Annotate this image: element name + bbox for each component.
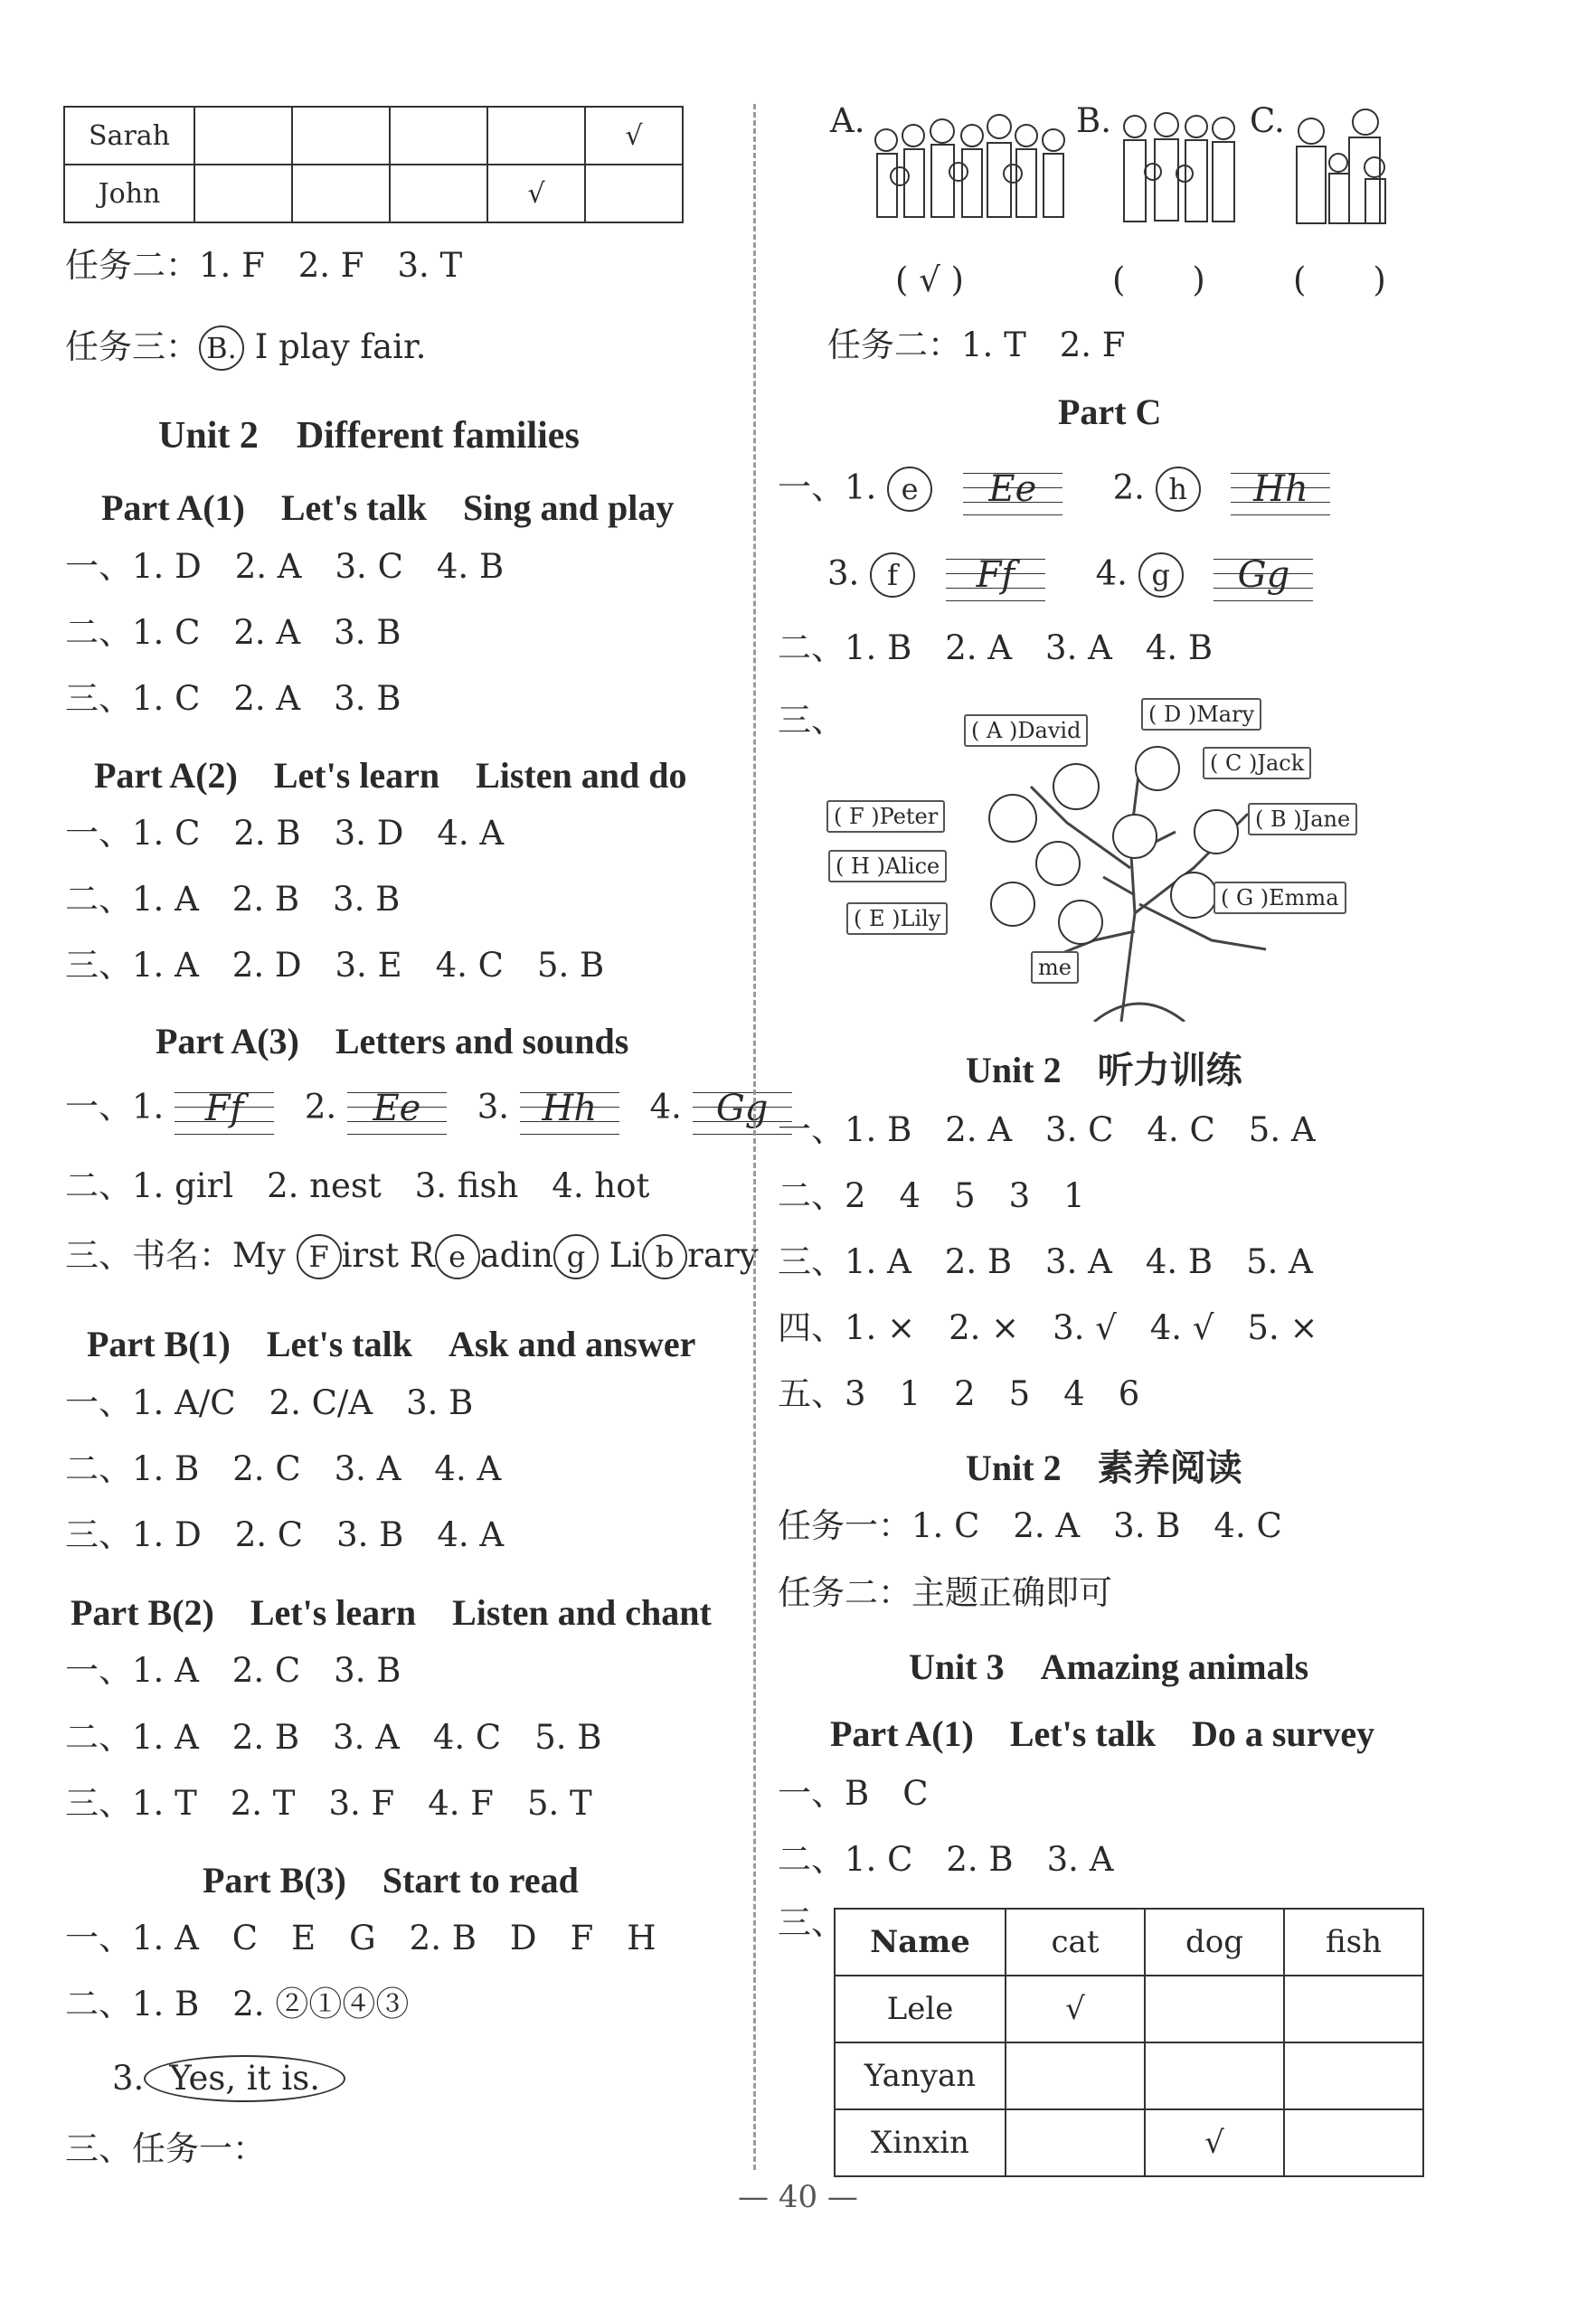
- table-cell: [1284, 2042, 1423, 2109]
- question-number: 2.: [304, 1087, 337, 1127]
- unit-title: Unit 2 Different families: [158, 415, 580, 457]
- question-number: 3.: [827, 553, 860, 593]
- cursive-letters: [1214, 552, 1313, 600]
- table-cell: Lele: [835, 1976, 1006, 2042]
- cursive-letters: [520, 1085, 619, 1134]
- section-title: Part C: [1058, 391, 1162, 432]
- section-title: Unit 2 听力训练: [966, 1050, 1242, 1090]
- answer-line: 三、任务一：: [65, 2129, 266, 2168]
- cursive-letters: [1231, 466, 1330, 514]
- picture-label: B.: [1076, 101, 1111, 140]
- section-title: Unit 2 素养阅读: [966, 1448, 1242, 1488]
- tree-label: ( E )Lily: [846, 902, 948, 935]
- answer-line: 三、: [778, 1903, 845, 1942]
- table-cell: √: [1006, 1976, 1145, 2042]
- question-number: 3.: [477, 1087, 509, 1127]
- tree-label: ( D )Mary: [1141, 698, 1261, 731]
- answer-line: 二、1. B 2. C 3. A 4. A: [65, 1449, 502, 1488]
- question-number: 4.: [1095, 553, 1128, 593]
- tree-label: ( A )David: [964, 714, 1088, 747]
- table-cell: [194, 165, 292, 222]
- section-title: Part A(2) Let's learn Listen and do: [94, 755, 687, 796]
- table-row: [835, 2109, 1423, 2176]
- answer-line: [65, 246, 462, 286]
- picture-label: C.: [1250, 101, 1285, 140]
- picture-answer: ( √ ): [895, 260, 964, 299]
- table-header: Name: [835, 1909, 1006, 1976]
- cursive-letters: [963, 466, 1062, 514]
- question-number: 一、1.: [65, 1087, 165, 1127]
- table-cell: [292, 107, 390, 165]
- cursive-text: Ee: [988, 468, 1037, 510]
- survey-table: [834, 1908, 1424, 2177]
- page-number: — 40 —: [738, 2179, 858, 2215]
- table-cell: [585, 165, 683, 222]
- tree-label: ( B )Jane: [1248, 803, 1357, 835]
- answer-text: adin: [479, 1236, 553, 1275]
- table-header: dog: [1145, 1909, 1284, 1976]
- answer-text: Li: [598, 1236, 643, 1275]
- question-number: 3.: [112, 2059, 145, 2098]
- cursive-text: Ff: [976, 554, 1015, 596]
- cursive-text: Gg: [715, 1088, 769, 1129]
- table-cell: [1145, 2042, 1284, 2109]
- picture-answer: ( ): [1112, 260, 1205, 299]
- cursive-text: Ff: [204, 1088, 244, 1129]
- answer-text: 1. F 2. F 3. T: [199, 246, 463, 285]
- answer-line: 二、1. A 2. B 3. A 4. C 5. B: [65, 1718, 602, 1757]
- cursive-letters: [946, 552, 1045, 600]
- answer-line: [65, 325, 426, 371]
- tree-label: ( G )Emma: [1214, 882, 1346, 914]
- table-header-row: [835, 1909, 1423, 1976]
- cursive-text: Hh: [1253, 468, 1308, 510]
- question-number: 4.: [649, 1087, 682, 1127]
- cursive-text: Gg: [1237, 554, 1290, 596]
- circled-answer: Yes, it is.: [144, 2055, 345, 2102]
- table-cell: [194, 107, 292, 165]
- answer-line: 二、1. B 2. A 3. A 4. B: [778, 628, 1214, 667]
- task-label: 任务二：: [65, 246, 199, 285]
- column-divider: [753, 104, 756, 2170]
- table-header: cat: [1006, 1909, 1145, 1976]
- answer-line: 一、1. A 2. C 3. B: [65, 1651, 401, 1690]
- circled-letter: g: [553, 1234, 599, 1279]
- answer-text: irst R: [341, 1236, 435, 1275]
- circled-letter: e: [887, 467, 932, 512]
- answer-line: 二、1. C 2. B 3. A: [778, 1840, 1114, 1879]
- circled-letter: f: [870, 552, 915, 598]
- circled-letter: g: [1138, 552, 1184, 598]
- table-cell: √: [585, 107, 683, 165]
- table-header: fish: [1284, 1909, 1423, 1976]
- answer-line: 任务二：1. T 2. F: [827, 325, 1126, 364]
- tree-label: ( C )Jack: [1203, 747, 1311, 779]
- answer-line: 任务一：1. C 2. A 3. B 4. C: [778, 1506, 1282, 1545]
- circled-answer: B.: [199, 325, 244, 371]
- table-cell: √: [1145, 2109, 1284, 2176]
- cursive-text: Hh: [542, 1088, 598, 1129]
- table-cell: [292, 165, 390, 222]
- answer-text: I play fair.: [244, 327, 427, 366]
- answer-text: My: [232, 1236, 297, 1275]
- task-label: 任务三：: [65, 327, 199, 366]
- answer-line: [65, 1085, 792, 1134]
- table-cell: [1284, 2109, 1423, 2176]
- survey-table-top: [63, 106, 684, 223]
- answer-line: 一、1. C 2. B 3. D 4. A: [65, 814, 505, 853]
- picture-label: A.: [830, 101, 865, 140]
- answer-label: 三、书名：: [65, 1236, 232, 1275]
- answer-line: 三、1. A 2. D 3. E 4. C 5. B: [65, 946, 605, 985]
- answer-line: 一、1. D 2. A 3. C 4. B: [65, 547, 505, 586]
- table-row: [64, 107, 683, 165]
- answer-text: rary: [687, 1236, 759, 1275]
- answer-line: 三、: [778, 701, 845, 740]
- section-title: Part B(1) Let's talk Ask and answer: [87, 1324, 696, 1364]
- table-row: [64, 165, 683, 222]
- page-number-text: 40: [778, 2179, 818, 2215]
- section-title: Part B(3) Start to read: [203, 1860, 579, 1901]
- cursive-letters: [175, 1085, 274, 1134]
- answer-line: 二、1. A 2. B 3. B: [65, 880, 401, 919]
- table-cell: [1284, 1976, 1423, 2042]
- section-title: Part B(2) Let's learn Listen and chant: [71, 1592, 712, 1633]
- cursive-letters: [347, 1085, 447, 1134]
- answer-line: [65, 1234, 759, 1279]
- answer-line: 三、1. T 2. T 3. F 4. F 5. T: [65, 1784, 592, 1823]
- section-title: Part A(3) Letters and sounds: [156, 1021, 629, 1061]
- section-title: Part A(1) Let's talk Do a survey: [830, 1713, 1375, 1754]
- family-picture-a: [868, 99, 1076, 235]
- table-cell: [1006, 2109, 1145, 2176]
- table-row: [835, 1976, 1423, 2042]
- answer-line: 一、1. A C E G 2. B D F H: [65, 1919, 656, 1957]
- circled-letter: b: [642, 1234, 687, 1279]
- table-cell: [390, 107, 487, 165]
- picture-answer: ( ): [1293, 260, 1386, 299]
- tree-label: ( F )Peter: [826, 800, 945, 833]
- answer-line: 二、2 4 5 3 1: [778, 1176, 1085, 1215]
- table-cell: Yanyan: [835, 2042, 1006, 2109]
- answer-line: [778, 466, 1330, 514]
- answer-line: 一、B C: [778, 1774, 929, 1813]
- table-row: [835, 2042, 1423, 2109]
- answer-line: 二、1. C 2. A 3. B: [65, 613, 401, 652]
- table-cell: [1006, 2042, 1145, 2109]
- answer-line: 任务二：主题正确即可: [778, 1573, 1112, 1612]
- answer-line: 三、1. C 2. A 3. B: [65, 679, 401, 718]
- answer-line: 二、1. girl 2. nest 3. fish 4. hot: [65, 1166, 650, 1205]
- table-cell: John: [64, 165, 194, 222]
- circled-letter: h: [1156, 467, 1201, 512]
- answer-line: [112, 2055, 345, 2102]
- question-number: 一、1.: [778, 467, 877, 507]
- table-cell: [487, 107, 585, 165]
- table-cell: [1145, 1976, 1284, 2042]
- question-number: 2.: [1112, 467, 1145, 507]
- answer-line: 三、1. D 2. C 3. B 4. A: [65, 1515, 505, 1554]
- unit-title: Unit 3 Amazing animals: [909, 1646, 1309, 1687]
- table-cell: Xinxin: [835, 2109, 1006, 2176]
- tree-label: me: [1031, 951, 1079, 984]
- answer-line: 二、1. B 2. ②①④③: [65, 1985, 410, 2023]
- answer-line: 三、1. A 2. B 3. A 4. B 5. A: [778, 1242, 1313, 1281]
- tree-label: ( H )Alice: [828, 850, 947, 882]
- circled-letter: F: [297, 1234, 342, 1279]
- family-picture-c: [1284, 99, 1411, 235]
- family-picture-b: [1117, 99, 1243, 235]
- answer-line: 一、1. A/C 2. C/A 3. B: [65, 1383, 474, 1422]
- section-title: Part A(1) Let's talk Sing and play: [101, 487, 675, 528]
- answer-line: [827, 552, 1313, 600]
- table-cell: √: [487, 165, 585, 222]
- cursive-text: Ee: [373, 1088, 421, 1129]
- circled-letter: e: [435, 1234, 480, 1279]
- answer-line: 一、1. B 2. A 3. C 4. C 5. A: [778, 1110, 1316, 1149]
- table-cell: [390, 165, 487, 222]
- table-cell: Sarah: [64, 107, 194, 165]
- answer-line: 四、1. × 2. × 3. √ 4. √ 5. ×: [778, 1308, 1318, 1347]
- answer-line: 五、3 1 2 5 4 6: [778, 1374, 1140, 1413]
